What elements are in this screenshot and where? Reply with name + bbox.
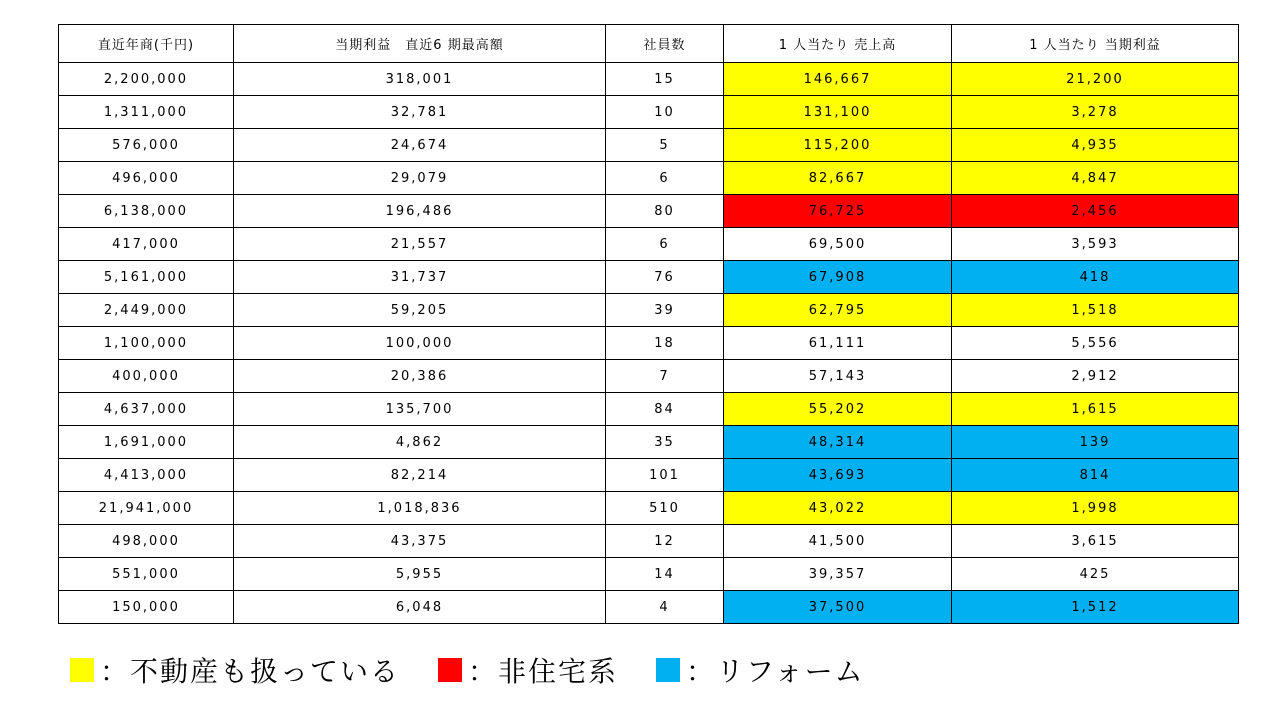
annual-sales-cell: 1,311,000: [59, 96, 234, 129]
annual-sales-cell: 400,000: [59, 360, 234, 393]
company-table: [58, 24, 1239, 624]
annual-sales-cell: 2,449,000: [59, 294, 234, 327]
profit-per-person-cell: 2,456: [952, 195, 1239, 228]
profit-per-person-cell: 3,593: [952, 228, 1239, 261]
sales-per-person-cell: 57,143: [724, 360, 952, 393]
table-row: [59, 228, 1239, 261]
profit-per-person-cell: 3,615: [952, 525, 1239, 558]
yellow-swatch-icon: [70, 658, 94, 682]
profit-per-person-cell: 814: [952, 459, 1239, 492]
profit-per-person-cell: 418: [952, 261, 1239, 294]
annual-sales-cell: 2,200,000: [59, 63, 234, 96]
header-profit-per-person: 1 人当たり 当期利益: [952, 25, 1239, 63]
profit-per-person-cell: 1,998: [952, 492, 1239, 525]
table-row: [59, 459, 1239, 492]
employees-cell: 5: [606, 129, 724, 162]
max-profit-cell: 24,674: [234, 129, 606, 162]
profit-per-person-cell: 4,847: [952, 162, 1239, 195]
table-row: [59, 162, 1239, 195]
employees-cell: 76: [606, 261, 724, 294]
legend-label: ：リフォーム: [686, 655, 865, 688]
table-row: [59, 195, 1239, 228]
header-row: [59, 25, 1239, 63]
sales-per-person-cell: 48,314: [724, 426, 952, 459]
table-row: [59, 129, 1239, 162]
profit-per-person-cell: 1,512: [952, 591, 1239, 624]
annual-sales-cell: 496,000: [59, 162, 234, 195]
header-employees: 社員数: [606, 25, 724, 63]
table-row: [59, 294, 1239, 327]
annual-sales-cell: 551,000: [59, 558, 234, 591]
max-profit-cell: 1,018,836: [234, 492, 606, 525]
profit-per-person-cell: 1,518: [952, 294, 1239, 327]
max-profit-cell: 29,079: [234, 162, 606, 195]
legend-item-non-residential: [438, 650, 618, 690]
annual-sales-cell: 576,000: [59, 129, 234, 162]
legend-item-real-estate: [70, 650, 400, 690]
annual-sales-cell: 417,000: [59, 228, 234, 261]
annual-sales-cell: 150,000: [59, 591, 234, 624]
max-profit-cell: 5,955: [234, 558, 606, 591]
employees-cell: 35: [606, 426, 724, 459]
sales-per-person-cell: 43,022: [724, 492, 952, 525]
sales-per-person-cell: 67,908: [724, 261, 952, 294]
max-profit-cell: 318,001: [234, 63, 606, 96]
max-profit-cell: 6,048: [234, 591, 606, 624]
sales-per-person-cell: 69,500: [724, 228, 952, 261]
table-row: [59, 360, 1239, 393]
profit-per-person-cell: 5,556: [952, 327, 1239, 360]
table-row: [59, 426, 1239, 459]
sales-per-person-cell: 62,795: [724, 294, 952, 327]
profit-per-person-cell: 3,278: [952, 96, 1239, 129]
legend-item-reform: [656, 650, 865, 690]
profit-per-person-cell: 4,935: [952, 129, 1239, 162]
legend-label: ：非住宅系: [468, 655, 619, 688]
employees-cell: 15: [606, 63, 724, 96]
profit-per-person-cell: 1,615: [952, 393, 1239, 426]
table-row: [59, 525, 1239, 558]
annual-sales-cell: 21,941,000: [59, 492, 234, 525]
max-profit-cell: 20,386: [234, 360, 606, 393]
employees-cell: 6: [606, 162, 724, 195]
table-row: [59, 492, 1239, 525]
annual-sales-cell: 498,000: [59, 525, 234, 558]
employees-cell: 18: [606, 327, 724, 360]
table-row: [59, 558, 1239, 591]
red-swatch-icon: [438, 658, 462, 682]
table-row: [59, 327, 1239, 360]
employees-cell: 10: [606, 96, 724, 129]
max-profit-cell: 59,205: [234, 294, 606, 327]
employees-cell: 84: [606, 393, 724, 426]
employees-cell: 39: [606, 294, 724, 327]
header-sales-per-person: 1 人当たり 売上高: [724, 25, 952, 63]
max-profit-cell: 196,486: [234, 195, 606, 228]
annual-sales-cell: 4,413,000: [59, 459, 234, 492]
header-max-profit: 当期利益 直近6 期最高額: [234, 25, 606, 63]
employees-cell: 510: [606, 492, 724, 525]
sales-per-person-cell: 61,111: [724, 327, 952, 360]
profit-per-person-cell: 139: [952, 426, 1239, 459]
employees-cell: 6: [606, 228, 724, 261]
max-profit-cell: 31,737: [234, 261, 606, 294]
sales-per-person-cell: 37,500: [724, 591, 952, 624]
annual-sales-cell: 6,138,000: [59, 195, 234, 228]
max-profit-cell: 4,862: [234, 426, 606, 459]
sales-per-person-cell: 55,202: [724, 393, 952, 426]
legend: [70, 650, 903, 690]
employees-cell: 80: [606, 195, 724, 228]
employees-cell: 7: [606, 360, 724, 393]
max-profit-cell: 135,700: [234, 393, 606, 426]
max-profit-cell: 32,781: [234, 96, 606, 129]
sales-per-person-cell: 82,667: [724, 162, 952, 195]
header-annual-sales: 直近年商(千円): [59, 25, 234, 63]
table-row: [59, 261, 1239, 294]
annual-sales-cell: 1,691,000: [59, 426, 234, 459]
table-row: [59, 96, 1239, 129]
table-row: [59, 63, 1239, 96]
employees-cell: 14: [606, 558, 724, 591]
sales-per-person-cell: 43,693: [724, 459, 952, 492]
max-profit-cell: 82,214: [234, 459, 606, 492]
legend-label: ：不動産も扱っている: [100, 655, 401, 688]
sales-per-person-cell: 41,500: [724, 525, 952, 558]
sales-per-person-cell: 76,725: [724, 195, 952, 228]
table-row: [59, 591, 1239, 624]
sales-per-person-cell: 39,357: [724, 558, 952, 591]
employees-cell: 101: [606, 459, 724, 492]
sales-per-person-cell: 146,667: [724, 63, 952, 96]
profit-per-person-cell: 425: [952, 558, 1239, 591]
annual-sales-cell: 5,161,000: [59, 261, 234, 294]
max-profit-cell: 100,000: [234, 327, 606, 360]
annual-sales-cell: 1,100,000: [59, 327, 234, 360]
blue-swatch-icon: [656, 658, 680, 682]
employees-cell: 4: [606, 591, 724, 624]
annual-sales-cell: 4,637,000: [59, 393, 234, 426]
sales-per-person-cell: 131,100: [724, 96, 952, 129]
profit-per-person-cell: 2,912: [952, 360, 1239, 393]
employees-cell: 12: [606, 525, 724, 558]
max-profit-cell: 21,557: [234, 228, 606, 261]
table-row: [59, 393, 1239, 426]
sales-per-person-cell: 115,200: [724, 129, 952, 162]
max-profit-cell: 43,375: [234, 525, 606, 558]
profit-per-person-cell: 21,200: [952, 63, 1239, 96]
